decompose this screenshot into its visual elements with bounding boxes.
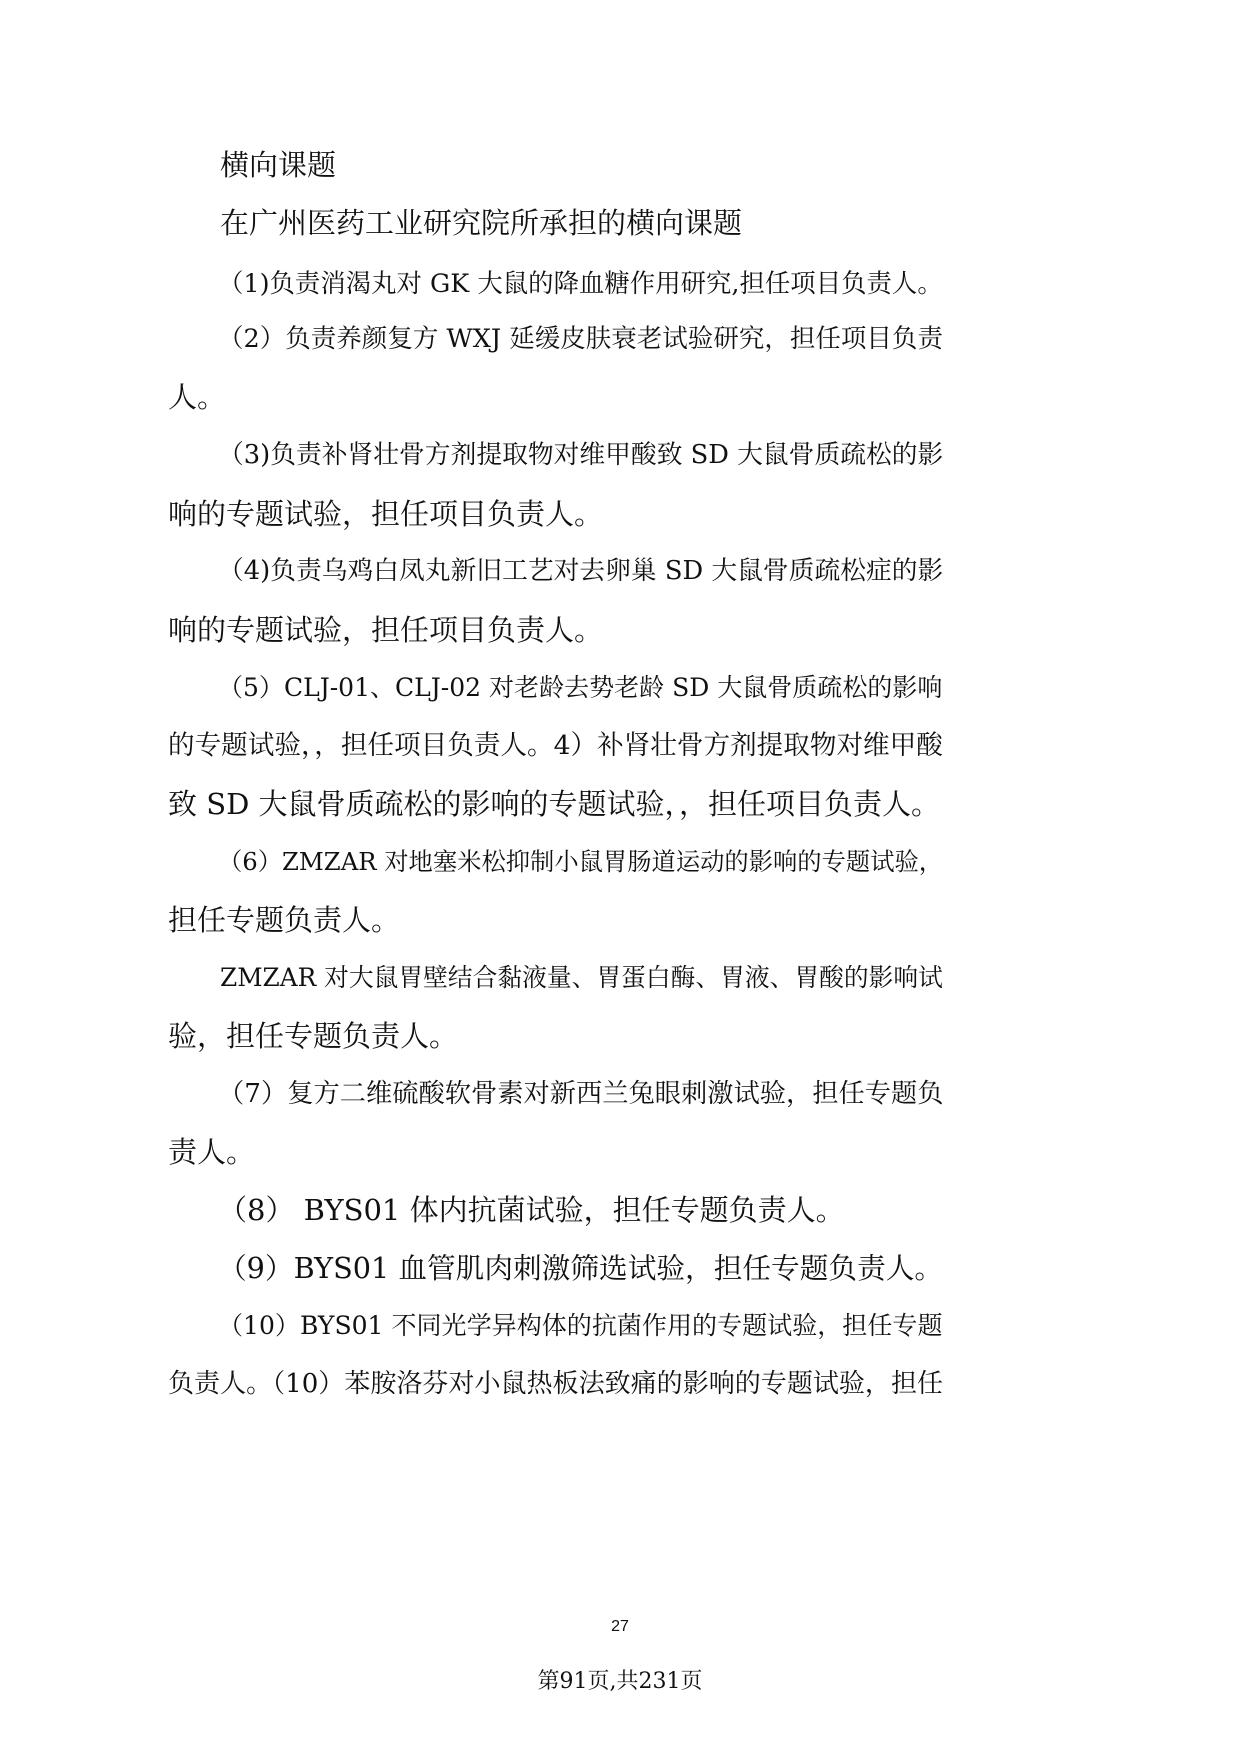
paragraph-line: （5）CLJ-01、CLJ-02 对老龄去势老龄 SD 大鼠骨质疏松的影响	[218, 673, 943, 702]
section-heading: 横向课题	[220, 148, 337, 182]
paragraph-line: 致 SD 大鼠骨质疏松的影响的专题试验，，担任项目负责人。	[168, 787, 941, 821]
paragraph-line: ZMZAR 对大鼠胃壁结合黏液量、胃蛋白酶、胃液、胃酸的影响试	[220, 963, 943, 992]
paragraph-line: 负责人。（10）苯胺洛芬对小鼠热板法致痛的影响的专题试验，担任	[168, 1369, 944, 1399]
paragraph-line: （3)负责补肾壮骨方剂提取物对维甲酸致 SD 大鼠骨质疏松的影	[218, 440, 944, 470]
paragraph-line: 在广州医药工业研究院所承担的横向课题	[220, 206, 743, 240]
paragraph-line: （8） BYS01 体内抗菌试验，担任专题负责人。	[218, 1193, 845, 1227]
paragraph-line: 人。	[168, 380, 227, 414]
page-footer: 第91页,共231页	[537, 1669, 703, 1694]
paragraph-line: （10）BYS01 不同光学异构体的抗菌作用的专题试验，担任专题	[218, 1311, 943, 1340]
paragraph-line: 响的专题试验，担任项目负责人。	[168, 613, 604, 647]
paragraph-line: 责人。	[168, 1135, 256, 1169]
paragraph-line: （9）BYS01 血管肌肉刺激筛选试验，担任专题负责人。	[218, 1251, 944, 1285]
paragraph-line: （2）负责养颜复方 WXJ 延缓皮肤衰老试验研究，担任项目负责	[218, 324, 943, 354]
paragraph-line: 验，担任专题负责人。	[168, 1019, 459, 1053]
paragraph-line: 的专题试验，，担任项目负责人。4）补肾壮骨方剂提取物对维甲酸	[168, 730, 943, 761]
paragraph-line: （7）复方二维硫酸软骨素对新西兰兔眼刺激试验，担任专题负	[218, 1079, 944, 1109]
paragraph-line: （1)负责消渴丸对 GK 大鼠的降血糖作用研究,担任项目负责人。	[218, 268, 943, 298]
paragraph-line: 响的专题试验，担任项目负责人。	[168, 497, 604, 531]
paragraph-line: （6）ZMZAR 对地塞米松抑制小鼠胃肠道运动的影响的专题试验，	[218, 847, 944, 876]
paragraph-line: 担任专题负责人。	[168, 903, 401, 937]
page-number: 27	[611, 1618, 629, 1635]
paragraph-line: （4)负责乌鸡白凤丸新旧工艺对去卵巢 SD 大鼠骨质疏松症的影	[218, 556, 944, 586]
